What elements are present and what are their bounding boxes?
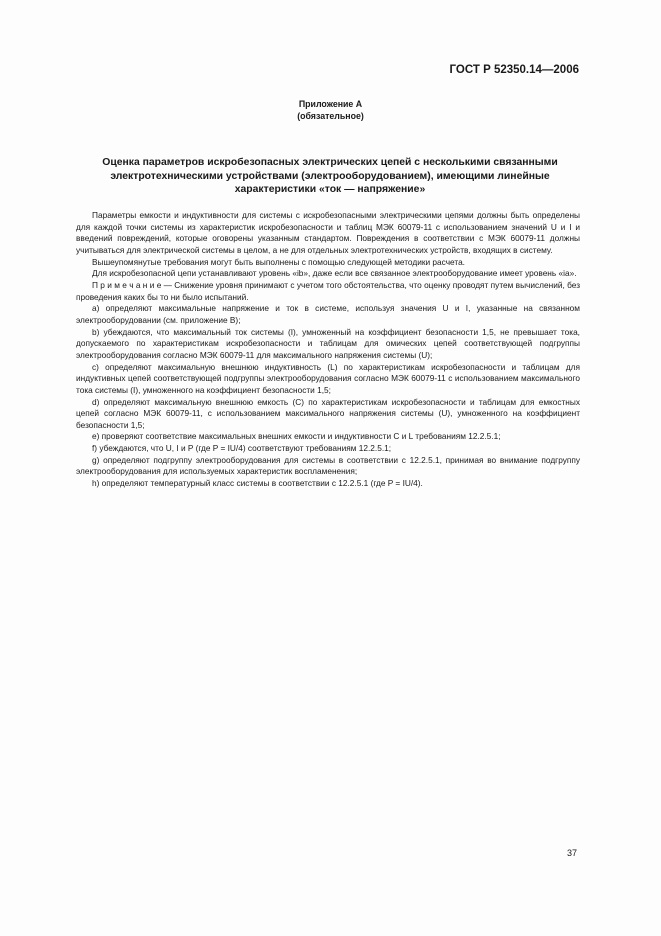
list-item: h) определяют температурный класс системы в соответствии с 12.2.5.1 (где P = IU/4). [92, 478, 423, 489]
document-id: ГОСТ Р 52350.14—2006 [449, 64, 579, 76]
list-item: f) убеждаются, что U, I и P (где P = IU/4) соответствуют требованиям 12.2.5.1; [92, 443, 392, 454]
list-item: c) определяют максимальную внешнюю индуктивность (L) по характеристикам искробезопасности и таблицам для индуктивных цепей соответствующей подгруппы электрооборудования согласно МЭК 60079-11 с использованием максимального тока системы (I), умноженного на коэффициент безопасности 1,5; [76, 361, 580, 395]
list-item: a) определяют максимальные напряжение и ток в системе, используя значения U и I, указанные на связанном электрооборудовании (см. приложение В); [76, 303, 580, 325]
paragraph: Параметры емкости и индуктивности для системы с искробезопасными электрическими цепями должны быть определены для каждой точки системы из характеристик искробезопасности и таблиц МЭК 60079-11 с использованием значений U и I и введений повреждений, которые оговорены указанным стандартом. Повреждения в соответствии с МЭК 60079-11 должны учитываться для электрической системы в целом, а не для отдельных электротехнических устройств, входящих в систему. [76, 210, 580, 255]
page-number: 37 [566, 848, 577, 858]
appendix-heading [0, 98, 661, 122]
note-paragraph: П р и м е ч а н и е — Снижение уровня принимают с учетом того обстоятельства, что оценку проводят путем вычислений, без проведения каких бы то ни было испытаний. [76, 279, 580, 302]
body-text [76, 210, 580, 490]
appendix-title: Приложение А [298, 99, 363, 109]
list-item: e) проверяют соответствие максимальных внешних емкости и индуктивности C и L требованиям 12.2.5.1; [92, 431, 501, 442]
list-item: b) убеждаются, что максимальный ток системы (I), умноженный на коэффициент безопасности 1,5, не превышает тока, допускаемого по характеристикам искробезопасности и таблицам для омических цепей соответствующей подгруппы электрооборудования согласно МЭК 60079-11 для максимального напряжения системы (U); [76, 326, 580, 360]
paragraph: Для искробезопасной цепи устанавливают уровень «ib», даже если все связанное электрооборудование имеет уровень «ia». [92, 268, 577, 279]
appendix-subtitle: (обязательное) [297, 111, 364, 121]
title-line-2: электротехническими устройствами (электрооборудованием), имеющими линейные [110, 170, 550, 182]
list-item: g) определяют подгруппу электрооборудования для системы в соответствии с 12.2.5.1, принимая во внимание подгруппу электрооборудования для используемых характеристик воспламенения; [76, 454, 580, 477]
paragraph: Вышеупомянутые требования могут быть выполнены с помощью следующей методики расчета. [92, 256, 465, 267]
section-title [70, 156, 590, 197]
title-line-1: Оценка параметров искробезопасных электрических цепей с несколькими связанными [102, 157, 558, 168]
title-line-3: характеристики «ток — напряжение» [234, 184, 426, 195]
list-item: d) определяют максимальную внешнюю емкость (C) по характеристикам искробезопасности и таблицам для емкостных цепей согласно МЭК 60079-11, с использованием максимального напряжения системы (U), умноженного на коэффициент безопасности 1,5; [76, 396, 580, 430]
